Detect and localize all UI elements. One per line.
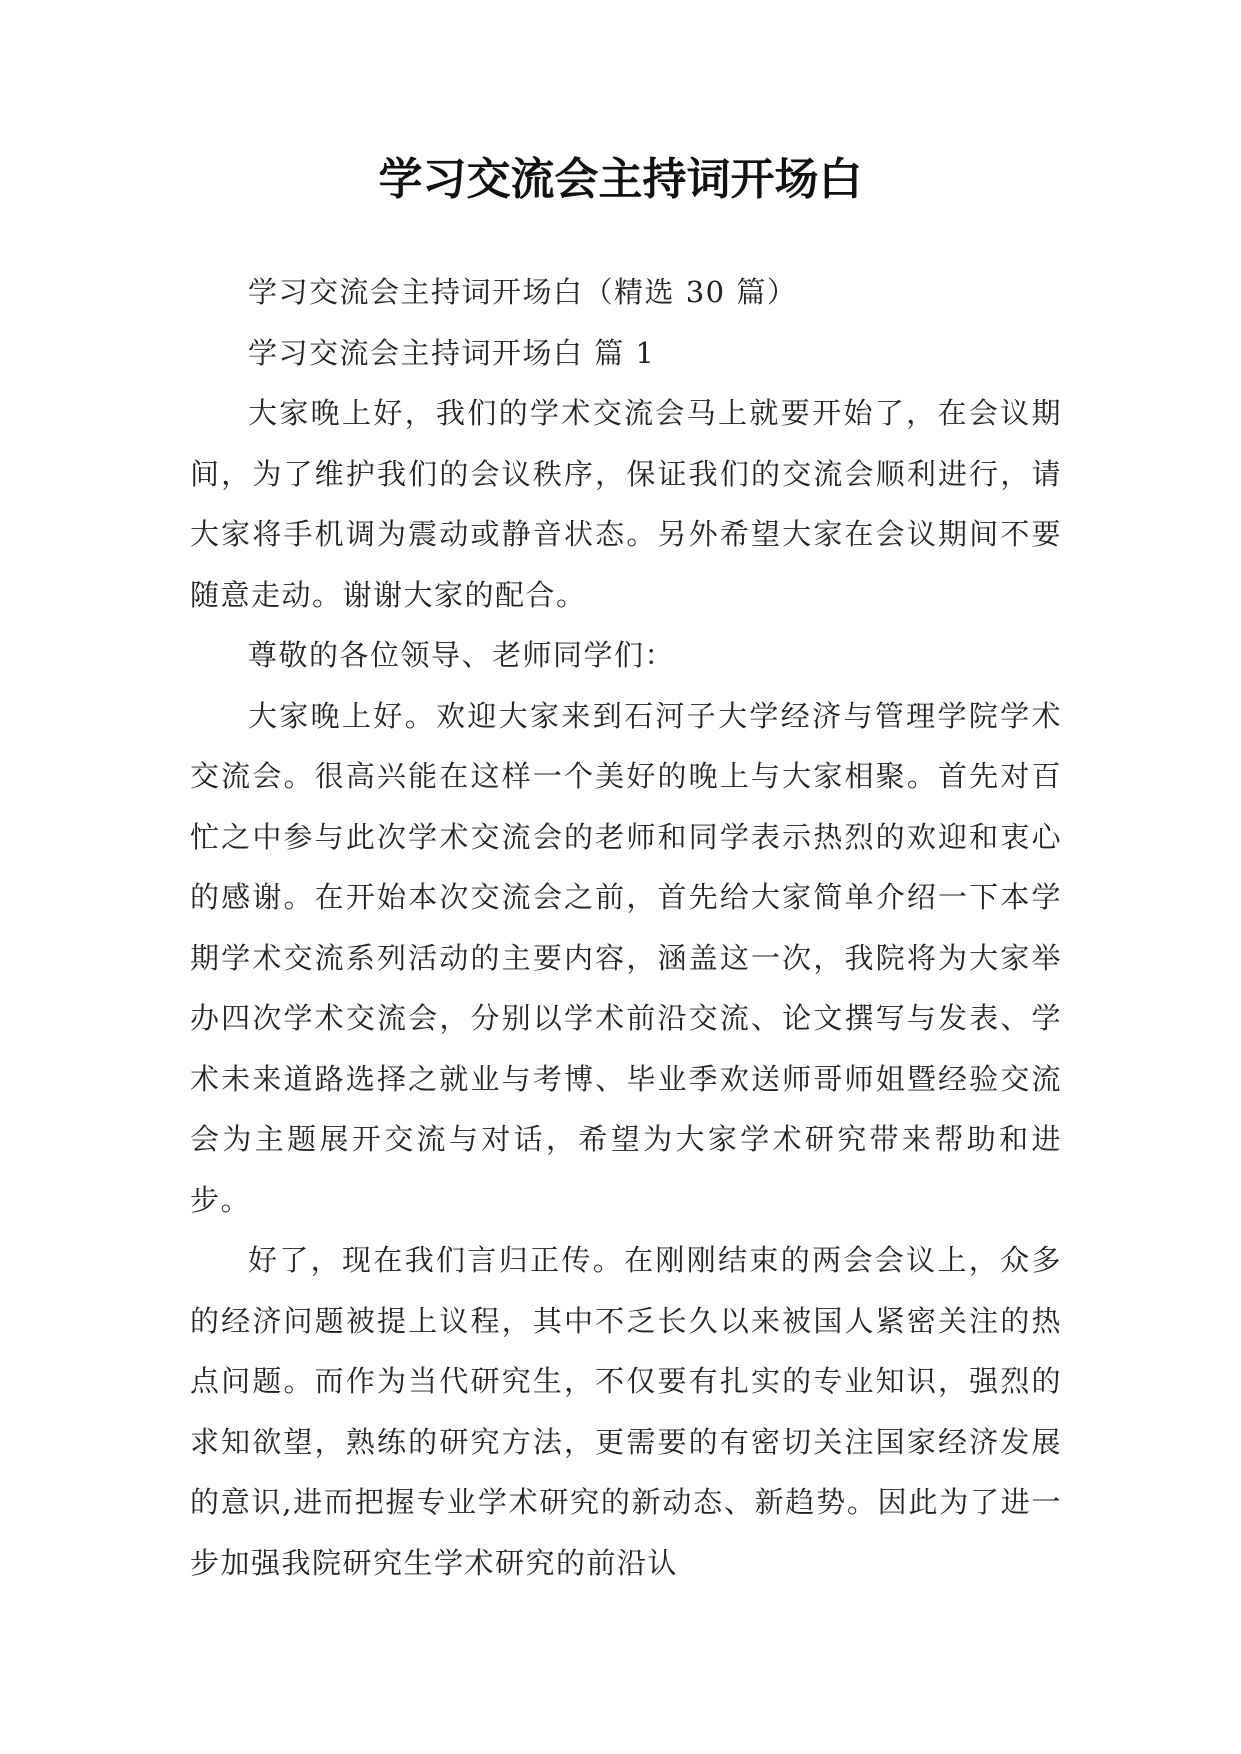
section-heading-paragraph: 学习交流会主持词开场白 篇 1 (248, 335, 656, 370)
body-paragraph: 大家晚上好。欢迎大家来到石河子大学经济与管理学院学术交流会。很高兴能在这样一个美好的晚上与大家相聚。首先对百忙之中参与此次学术交流会的老师和同学表示热烈的欢迎和衷心的感谢。在开始本次交流会之前，首先给大家简单介绍一下本学期学术交流系列活动的主要内容，涵盖这一次，我院将为大家举办四次学术交流会，分别以学术前沿交流、论文撰写与发表、学术未来道路选择之就业与考博、毕业季欢送师哥师姐暨经验交流会为主题展开交流与对话，希望为大家学术研究带来帮助和进步。 (190, 698, 1062, 1217)
subtitle-paragraph: 学习交流会主持词开场白（精选 30 篇） (248, 275, 798, 309)
greeting-paragraph: 尊敬的各位领导、老师同学们： (248, 638, 676, 672)
document-body (190, 262, 1062, 1593)
document-title: 学习交流会主持词开场白 (378, 154, 863, 205)
body-paragraph: 大家晚上好，我们的学术交流会马上就要开始了，在会议期间，为了维护我们的会议秩序，保证我们的交流会顺利进行，请大家将手机调为震动或静音状态。另外希望大家在会议期间不要随意走动。谢谢大家的配合。 (190, 396, 1062, 612)
body-paragraph: 好了，现在我们言归正传。在刚刚结束的两会会议上，众多的经济问题被提上议程，其中不乏长久以来被国人紧密关注的热点问题。而作为当代研究生，不仅要有扎实的专业知识，强烈的求知欲望，熟练的研究方法，更需要的有密切关注国家经济发展的意识,进而把握专业学术研究的新动态、新趋势。因此为了进一步加强我院研究生学术研究的前沿认 (190, 1243, 1062, 1580)
